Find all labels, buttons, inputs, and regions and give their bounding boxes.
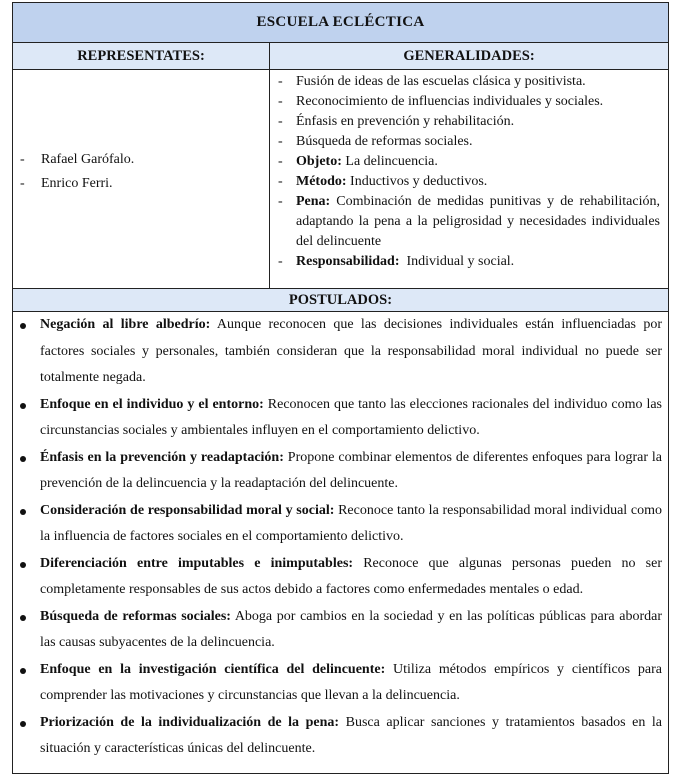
generality-text: Énfasis en prevención y rehabilitación. [296,114,515,129]
postulate-label: Enfoque en la investigación científica del delincuente: [40,661,386,677]
content-row [13,70,668,289]
postulate-item [13,312,662,392]
bullet-icon [20,509,26,515]
representatives-cell [13,70,270,288]
generality-text: Individual y social. [399,254,515,269]
bullet-icon [20,721,26,727]
postulate-text: Aunque reconocen que las decisiones individuales están influenciadas por factores sociales y personales, también consideran que la responsabilidad moral individual no puede ser totalmente negada. [40,317,662,385]
generality-item [278,192,660,252]
postulate-item [13,445,662,498]
representatives-list [13,148,134,196]
postulate-text: Busca aplicar sanciones y tratamientos basados en la situación y características únicas del delincuente. [40,714,662,756]
generality-text: La delincuencia. [341,154,438,169]
postulate-label: Búsqueda de reformas sociales: [40,608,231,624]
bullet-icon [20,668,26,674]
postulate-label: Negación al libre albedrío: [40,317,211,332]
column-headers [13,43,668,70]
postulate-item [13,710,662,763]
generality-item [278,172,660,192]
generality-item [278,92,660,112]
representative-item [13,148,134,172]
dash-marker: - [278,154,283,169]
postulate-label: Diferenciación entre imputables e inimputables: [40,555,354,571]
dash-marker: - [278,174,283,189]
generality-item [278,152,660,172]
postulate-item [13,604,662,657]
eclectic-school-table [12,2,669,774]
representative-name: Rafael Garófalo. [41,152,135,167]
dash-marker: - [278,94,283,109]
generalities-list [278,72,660,272]
postulate-text: Reconocen que tanto las elecciones racionales del individuo como las circunstancias sociales y ambientales influyen en el comportamiento delictivo. [40,396,663,438]
postulate-text: Aboga por cambios en la sociedad y en las políticas públicas para abordar las causas subyacentes de la delincuencia. [40,608,662,650]
representative-item [13,172,134,196]
generality-item [278,72,660,92]
generality-label: Responsabilidad: [296,254,400,269]
postulate-text: Reconoce tanto la responsabilidad moral individual como la influencia de factores sociales en el comportamiento delictivo. [40,502,662,544]
representatives-header: REPRESENTATES: [13,43,270,69]
generality-label: Método: [296,174,347,189]
bullet-icon [20,615,26,621]
postulates-cell [13,312,668,773]
dash-marker: - [278,114,283,129]
postulate-text: Reconoce que algunas personas pueden no ser completamente responsables de sus actos debido a factores como enfermedades mentales o edad. [40,555,662,597]
generality-item [278,252,660,272]
generality-label: Objeto: [296,154,342,169]
generality-label: Pena: [296,194,331,209]
generality-text: Combinación de medidas punitivas y de rehabilitación, adaptando la pena a la peligrosidad y necesidades individuales del delincuente [296,194,660,249]
postulate-label: Priorización de la individualización de la pena: [40,714,340,730]
generality-text: Búsqueda de reformas sociales. [296,134,473,149]
postulate-label: Énfasis en la prevención y readaptación: [40,449,284,465]
generality-item [278,112,660,132]
postulate-label: Enfoque en el individuo y el entorno: [40,396,264,412]
generality-text: Fusión de ideas de las escuelas clásica y positivista. [296,74,586,89]
generalities-header: GENERALIDADES: [403,47,535,64]
dash-marker: - [20,152,25,167]
dash-marker: - [278,74,283,89]
generality-text: Inductivos y deductivos. [346,174,488,189]
table-title: ESCUELA ECLÉCTICA [13,3,668,43]
postulate-item [13,498,662,551]
dash-marker: - [20,176,25,191]
postulate-text: Propone combinar elementos de diferentes enfoques para lograr la prevención de la delincuencia y la readaptación del delincuente. [40,449,662,491]
postulate-item [13,657,662,710]
bullet-icon [20,323,26,329]
postulates-list [13,312,662,763]
generalities-cell [270,70,668,288]
bullet-icon [20,403,26,409]
generality-item [278,132,660,152]
bullet-icon [20,456,26,462]
postulates-header: POSTULADOS: [13,289,668,312]
dash-marker: - [278,254,283,269]
representative-name: Enrico Ferri. [41,176,113,191]
dash-marker: - [278,194,283,209]
dash-marker: - [278,134,283,149]
postulate-item [13,392,662,445]
bullet-icon [20,562,26,568]
postulate-item [13,551,662,604]
postulate-label: Consideración de responsabilidad moral y social: [40,502,335,518]
postulate-text: Utiliza métodos empíricos y científicos para comprender las motivaciones y circunstancias que llevan a la delincuencia. [40,661,662,703]
generality-text: Reconocimiento de influencias individuales y sociales. [296,94,604,109]
